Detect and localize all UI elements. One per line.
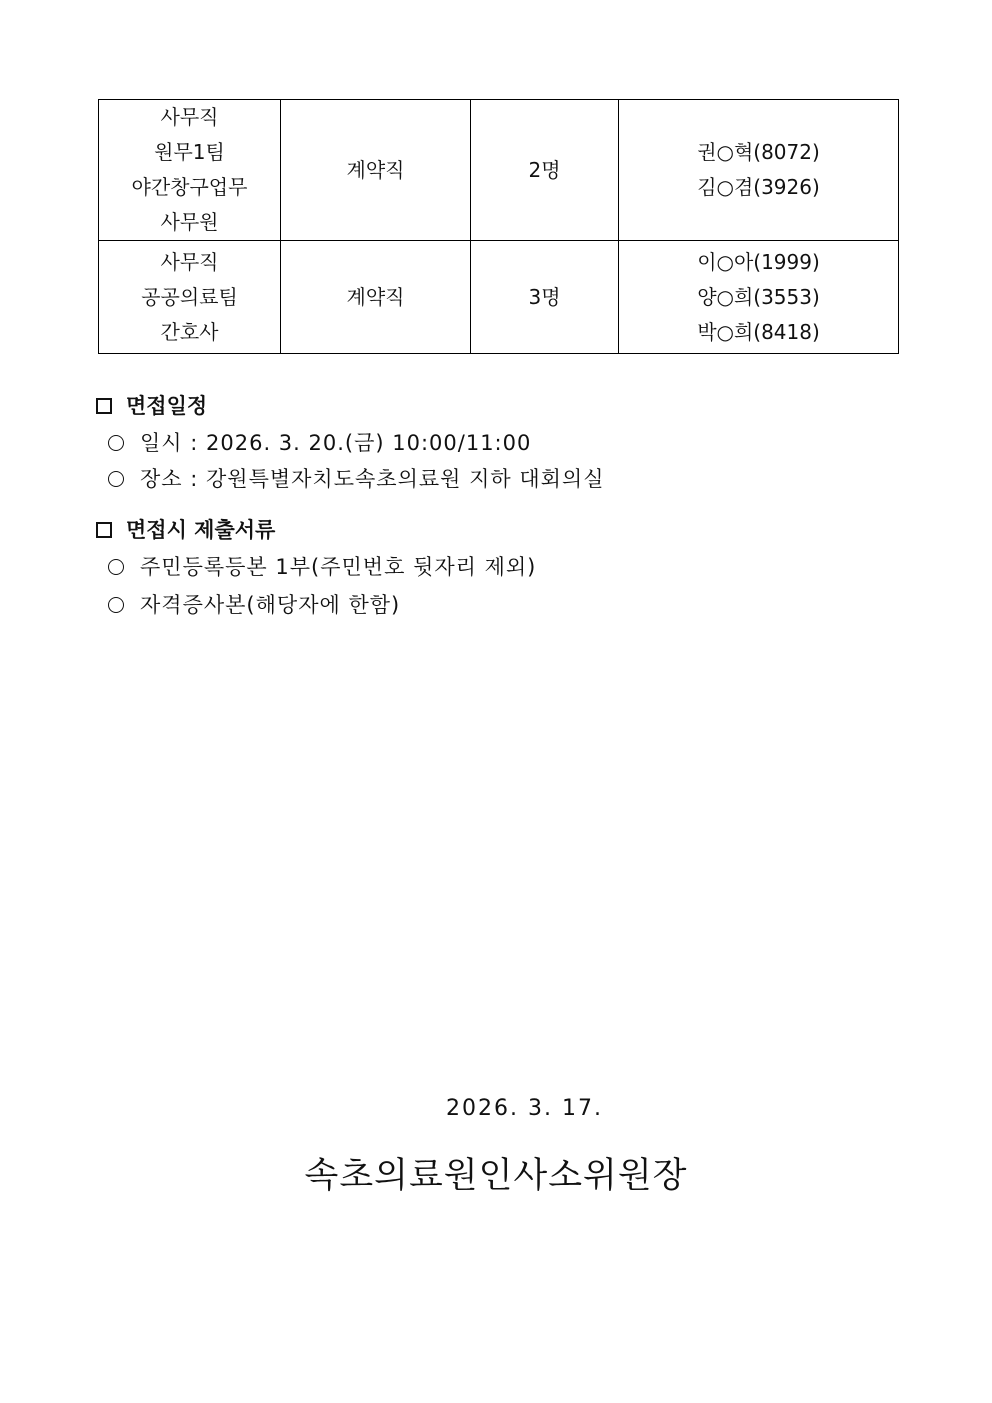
square-bullet-icon	[96, 398, 112, 414]
position-line: 간호사	[160, 319, 219, 344]
table-row	[99, 241, 899, 354]
bullet-text: 주민등록등본 1부(주민번호 뒷자리 제외)	[140, 555, 537, 579]
people-cell	[619, 100, 899, 241]
person-entry: 권○혁(8072)	[697, 140, 820, 164]
position-line: 사무직	[160, 105, 219, 129]
document-item	[108, 590, 400, 620]
bullet-text: 일시 : 2026. 3. 20.(금) 10:00/11:00	[140, 431, 532, 455]
position-cell	[99, 241, 281, 354]
person-entry: 이○아(1999)	[697, 249, 820, 274]
section-title: 면접시 제출서류	[126, 518, 276, 542]
position-line: 원무1팀	[154, 140, 225, 164]
table-row	[99, 100, 899, 241]
people-cell	[619, 241, 899, 354]
position-line: 사무직	[160, 249, 219, 274]
employment-type-cell: 계약직	[281, 100, 471, 241]
person-entry: 양○희(3553)	[697, 284, 820, 309]
schedule-location-item	[108, 464, 605, 494]
circle-bullet-icon	[108, 435, 124, 451]
position-line: 사무원	[160, 210, 219, 234]
signer-title: 속초의료원인사소위원장	[304, 1156, 688, 1196]
section-title: 면접일정	[126, 394, 208, 418]
position-line: 야간창구업무	[131, 175, 248, 199]
position-cell	[99, 100, 281, 241]
employment-type-cell: 계약직	[281, 241, 471, 354]
circle-bullet-icon	[108, 559, 124, 575]
result-table	[98, 99, 899, 354]
person-entry: 박○희(8418)	[697, 319, 820, 344]
headcount-cell: 3명	[471, 241, 619, 354]
interview-schedule-heading	[96, 391, 207, 421]
circle-bullet-icon	[108, 471, 124, 487]
square-bullet-icon	[96, 522, 112, 538]
issue-date: 2026. 3. 17.	[446, 1096, 603, 1121]
headcount-cell: 2명	[471, 100, 619, 241]
required-documents-heading	[96, 515, 275, 545]
bullet-text: 자격증사본(해당자에 한함)	[140, 593, 401, 617]
document-item	[108, 552, 536, 582]
position-line: 공공의료팀	[141, 284, 238, 309]
schedule-datetime-item	[108, 428, 531, 458]
circle-bullet-icon	[108, 597, 124, 613]
person-entry: 김○겸(3926)	[697, 175, 820, 199]
bullet-text: 장소 : 강원특별자치도속초의료원 지하 대회의실	[140, 467, 605, 491]
